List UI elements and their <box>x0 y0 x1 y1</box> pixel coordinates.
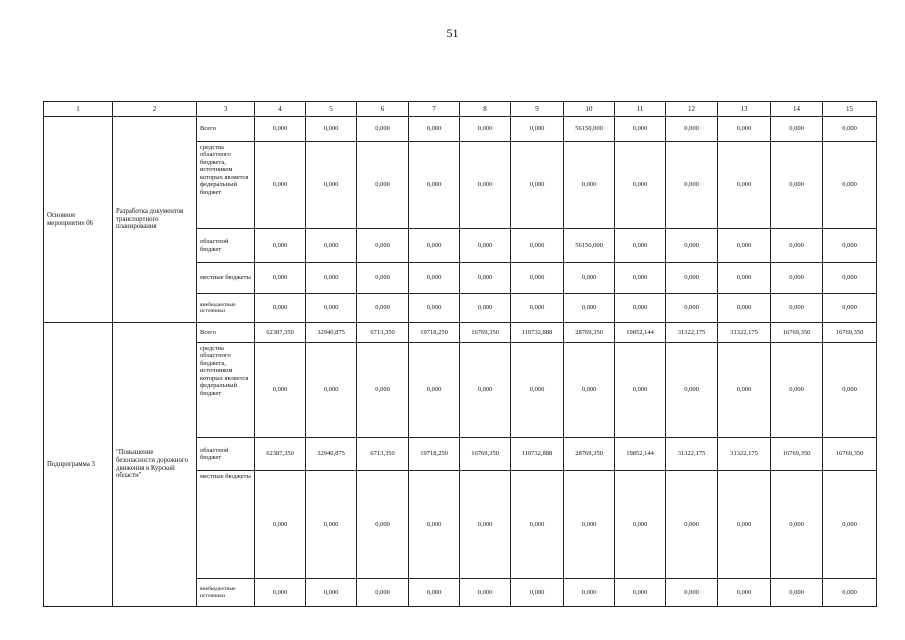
value-cell: 0,000 <box>564 263 615 294</box>
value-cell: 0,000 <box>306 471 357 579</box>
value-cell: 6713,350 <box>357 323 409 343</box>
value-cell: 0,000 <box>460 117 511 142</box>
funding-source-cell: местные бюджеты <box>197 263 255 294</box>
value-cell: 0,000 <box>409 579 460 607</box>
value-cell: 0,000 <box>357 263 409 294</box>
value-cell: 0,000 <box>255 263 306 294</box>
value-cell: 0,000 <box>511 142 564 229</box>
value-cell: 0,000 <box>306 117 357 142</box>
column-header: 10 <box>564 102 615 117</box>
group-description-cell: Разработка документов транспортного планирования <box>113 117 197 323</box>
value-cell: 0,000 <box>771 263 823 294</box>
value-cell: 0,000 <box>306 343 357 438</box>
column-header: 3 <box>197 102 255 117</box>
value-cell: 0,000 <box>460 229 511 263</box>
value-cell: 0,000 <box>511 343 564 438</box>
funding-source-cell: областной бюджет <box>197 229 255 263</box>
value-cell: 0,000 <box>771 294 823 323</box>
column-header: 12 <box>666 102 718 117</box>
value-cell: 0,000 <box>823 117 877 142</box>
value-cell: 0,000 <box>666 343 718 438</box>
value-cell: 0,000 <box>564 343 615 438</box>
value-cell: 0,000 <box>666 142 718 229</box>
value-cell: 0,000 <box>823 579 877 607</box>
value-cell: 0,000 <box>718 229 771 263</box>
value-cell: 16769,350 <box>771 323 823 343</box>
column-header: 2 <box>113 102 197 117</box>
value-cell: 0,000 <box>511 471 564 579</box>
column-header: 4 <box>255 102 306 117</box>
value-cell: 62387,350 <box>255 438 306 471</box>
budget-table <box>43 101 877 607</box>
value-cell: 0,000 <box>823 294 877 323</box>
column-header: 14 <box>771 102 823 117</box>
page-number: 51 <box>446 26 459 40</box>
value-cell: 0,000 <box>666 263 718 294</box>
column-header: 11 <box>615 102 666 117</box>
value-cell: 0,000 <box>255 579 306 607</box>
value-cell: 0,000 <box>357 471 409 579</box>
value-cell: 0,000 <box>666 471 718 579</box>
value-cell: 0,000 <box>460 343 511 438</box>
value-cell: 6713,350 <box>357 438 409 471</box>
table-row <box>44 117 877 142</box>
value-cell: 62387,350 <box>255 323 306 343</box>
column-header: 13 <box>718 102 771 117</box>
value-cell: 0,000 <box>823 343 877 438</box>
group-name-cell: Подпрограмма 3 <box>44 323 113 607</box>
value-cell: 0,000 <box>357 579 409 607</box>
funding-source-cell: средства областного бюджета, источником которых является федеральный бюджет <box>197 343 255 438</box>
value-cell: 110732,888 <box>511 323 564 343</box>
value-cell: 0,000 <box>255 343 306 438</box>
value-cell: 0,000 <box>718 294 771 323</box>
value-cell: 0,000 <box>823 471 877 579</box>
funding-source-cell: Всего <box>197 323 255 343</box>
value-cell: 0,000 <box>666 229 718 263</box>
value-cell: 0,000 <box>409 263 460 294</box>
value-cell: 0,000 <box>409 117 460 142</box>
value-cell: 31322,175 <box>718 323 771 343</box>
group-name-cell: Основное мероприятие 06 <box>44 117 113 323</box>
table-row <box>44 323 877 343</box>
value-cell: 0,000 <box>615 263 666 294</box>
funding-source-cell: областной бюджет <box>197 438 255 471</box>
value-cell: 0,000 <box>666 294 718 323</box>
value-cell: 0,000 <box>511 579 564 607</box>
column-header: 7 <box>409 102 460 117</box>
value-cell: 0,000 <box>771 117 823 142</box>
value-cell: 110732,888 <box>511 438 564 471</box>
value-cell: 0,000 <box>666 117 718 142</box>
value-cell: 0,000 <box>460 263 511 294</box>
value-cell: 0,000 <box>823 263 877 294</box>
value-cell: 0,000 <box>460 142 511 229</box>
value-cell: 56150,000 <box>564 229 615 263</box>
value-cell: 0,000 <box>460 471 511 579</box>
value-cell: 0,000 <box>255 229 306 263</box>
value-cell: 0,000 <box>511 263 564 294</box>
value-cell: 0,000 <box>615 579 666 607</box>
value-cell: 0,000 <box>357 343 409 438</box>
funding-source-cell: средства областного бюджета, источником которых является федеральный бюджет <box>197 142 255 229</box>
value-cell: 0,000 <box>615 471 666 579</box>
value-cell: 31322,175 <box>666 323 718 343</box>
value-cell: 0,000 <box>718 579 771 607</box>
value-cell: 0,000 <box>615 343 666 438</box>
value-cell: 0,000 <box>409 229 460 263</box>
value-cell: 0,000 <box>564 294 615 323</box>
value-cell: 19718,250 <box>409 438 460 471</box>
value-cell: 0,000 <box>718 263 771 294</box>
funding-source-cell: местные бюджеты <box>197 471 255 579</box>
value-cell: 0,000 <box>460 294 511 323</box>
value-cell: 16769,350 <box>460 438 511 471</box>
value-cell: 16769,350 <box>823 323 877 343</box>
column-header: 5 <box>306 102 357 117</box>
value-cell: 0,000 <box>357 142 409 229</box>
value-cell: 0,000 <box>511 294 564 323</box>
value-cell: 16769,350 <box>460 323 511 343</box>
value-cell: 0,000 <box>306 579 357 607</box>
value-cell: 31322,175 <box>718 438 771 471</box>
value-cell: 0,000 <box>306 229 357 263</box>
value-cell: 32940,875 <box>306 438 357 471</box>
value-cell: 28769,350 <box>564 323 615 343</box>
value-cell: 0,000 <box>823 229 877 263</box>
value-cell: 0,000 <box>357 117 409 142</box>
value-cell: 0,000 <box>255 117 306 142</box>
column-header: 1 <box>44 102 113 117</box>
value-cell: 0,000 <box>718 117 771 142</box>
value-cell: 16769,350 <box>823 438 877 471</box>
value-cell: 0,000 <box>615 229 666 263</box>
column-header: 15 <box>823 102 877 117</box>
value-cell: 0,000 <box>718 343 771 438</box>
value-cell: 0,000 <box>771 471 823 579</box>
value-cell: 0,000 <box>771 142 823 229</box>
value-cell: 0,000 <box>357 294 409 323</box>
value-cell: 0,000 <box>564 579 615 607</box>
value-cell: 0,000 <box>771 579 823 607</box>
value-cell: 31322,175 <box>666 438 718 471</box>
value-cell: 0,000 <box>409 294 460 323</box>
column-header: 6 <box>357 102 409 117</box>
funding-source-cell: внебюджетные источники <box>197 294 255 323</box>
value-cell: 0,000 <box>771 343 823 438</box>
value-cell: 0,000 <box>409 142 460 229</box>
group-description-cell: "Повышение безопасности дорожного движения в Курской области" <box>113 323 197 607</box>
value-cell: 0,000 <box>255 471 306 579</box>
value-cell: 0,000 <box>718 142 771 229</box>
value-cell: 56150,000 <box>564 117 615 142</box>
funding-source-cell: Всего <box>197 117 255 142</box>
value-cell: 28769,350 <box>564 438 615 471</box>
value-cell: 19718,250 <box>409 323 460 343</box>
value-cell: 0,000 <box>511 229 564 263</box>
value-cell: 0,000 <box>511 117 564 142</box>
value-cell: 0,000 <box>666 579 718 607</box>
value-cell: 0,000 <box>823 142 877 229</box>
value-cell: 19852,144 <box>615 438 666 471</box>
value-cell: 0,000 <box>255 294 306 323</box>
value-cell: 0,000 <box>564 142 615 229</box>
header-row <box>44 102 877 117</box>
value-cell: 19852,144 <box>615 323 666 343</box>
value-cell: 16769,350 <box>771 438 823 471</box>
value-cell: 32940,875 <box>306 323 357 343</box>
value-cell: 0,000 <box>615 294 666 323</box>
value-cell: 0,000 <box>460 579 511 607</box>
column-header: 8 <box>460 102 511 117</box>
value-cell: 0,000 <box>306 294 357 323</box>
value-cell: 0,000 <box>615 142 666 229</box>
value-cell: 0,000 <box>615 117 666 142</box>
funding-source-cell: внебюджетные источники <box>197 579 255 607</box>
value-cell: 0,000 <box>306 263 357 294</box>
value-cell: 0,000 <box>409 471 460 579</box>
value-cell: 0,000 <box>357 229 409 263</box>
value-cell: 0,000 <box>718 471 771 579</box>
value-cell: 0,000 <box>564 471 615 579</box>
value-cell: 0,000 <box>306 142 357 229</box>
column-header: 9 <box>511 102 564 117</box>
value-cell: 0,000 <box>255 142 306 229</box>
value-cell: 0,000 <box>409 343 460 438</box>
value-cell: 0,000 <box>771 229 823 263</box>
